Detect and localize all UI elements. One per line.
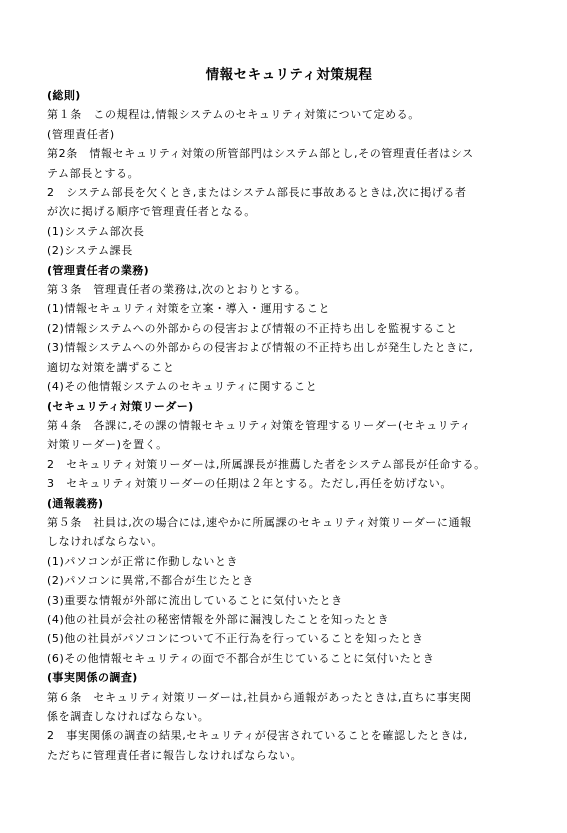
text-line: (2)情報システムへの外部からの侵害および情報の不正持ち出しを監視すること xyxy=(47,321,458,335)
text-line: (3)重要な情報が外部に流出していることに気付いたとき xyxy=(47,593,343,607)
text-line: (2)システム課長 xyxy=(47,244,133,258)
text-line: 第2条 情報セキュリティ対策の所管部門はシステム部とし,その管理責任者はシス xyxy=(47,147,474,161)
text-line: しなければならない。 xyxy=(47,535,163,549)
text-line: が次に掲げる順序で管理責任者となる。 xyxy=(47,205,256,219)
text-line: 第４条 各課に,その課の情報セキュリティ対策を管理するリーダー(セキュリティ xyxy=(47,418,472,432)
text-line: 2 システム部長を欠くとき,またはシステム部長に事故あるときは,次に掲げる者 xyxy=(47,186,467,200)
section-heading: (管理責任者の業務) xyxy=(47,263,150,277)
text-line: 第５条 社員は,次の場合には,速やかに所属課のセキュリティ対策リーダーに通報 xyxy=(47,515,472,529)
text-line: (3)情報システムへの外部からの侵害および情報の不正持ち出しが発生したときに, xyxy=(47,341,474,355)
text-line: 適切な対策を講ずること xyxy=(47,360,175,374)
text-line: 2 セキュリティ対策リーダーは,所属課長が推薦した者をシステム部長が任命する。 xyxy=(47,457,486,471)
section-heading: (総則) xyxy=(47,89,81,102)
text-line: (管理責任者) xyxy=(47,127,115,141)
section-heading: (事実関係の調査) xyxy=(47,671,138,685)
section-heading: (セキュリティ対策リーダー) xyxy=(47,399,194,413)
text-line: 2 事実関係の調査の結果,セキュリティが侵害されていることを確認したときは, xyxy=(47,729,468,743)
text-line: 第１条 この規程は,情報システムのセキュリティ対策について定める。 xyxy=(47,108,420,122)
text-line: (1)パソコンが正常に作動しないとき xyxy=(47,554,239,568)
document-title: 情報セキュリティ対策規程 xyxy=(205,67,373,83)
text-line: (1)システム部次長 xyxy=(47,224,145,238)
text-line: 第６条 セキュリティ対策リーダーは,社員から通報があったときは,直ちに事実関 xyxy=(47,690,472,704)
section-heading: (通報義務) xyxy=(47,496,104,510)
text-line: (6)その他情報セキュリティの面で不都合が生じていることに気付いたとき xyxy=(47,651,435,665)
text-line: (4)他の社員が会社の秘密情報を外部に漏洩したことを知ったとき xyxy=(47,612,390,626)
text-line: ただちに管理責任者に報告しなければならない。 xyxy=(47,748,303,762)
document-body xyxy=(47,86,527,765)
text-line: 第３条 管理責任者の業務は,次のとおりとする。 xyxy=(47,283,307,297)
text-line: (2)パソコンに異常,不都合が生じたとき xyxy=(47,574,254,588)
text-line: 係を調査しなければならない。 xyxy=(47,710,210,723)
text-line: 3 セキュリティ対策リーダーの任期は２年とする。ただし,再任を妨げない。 xyxy=(47,477,452,491)
text-line: (1)情報セキュリティ対策を立案・導入・運用すること xyxy=(47,302,331,316)
text-line: (4)その他情報システムのセキュリティに関すること xyxy=(47,380,318,394)
text-line: 対策リーダー)を置く。 xyxy=(47,438,168,452)
text-line: (5)他の社員がパソコンについて不正行為を行っていることを知ったとき xyxy=(47,632,424,646)
text-line: テム部長とする。 xyxy=(47,166,140,180)
document-page xyxy=(47,64,527,765)
